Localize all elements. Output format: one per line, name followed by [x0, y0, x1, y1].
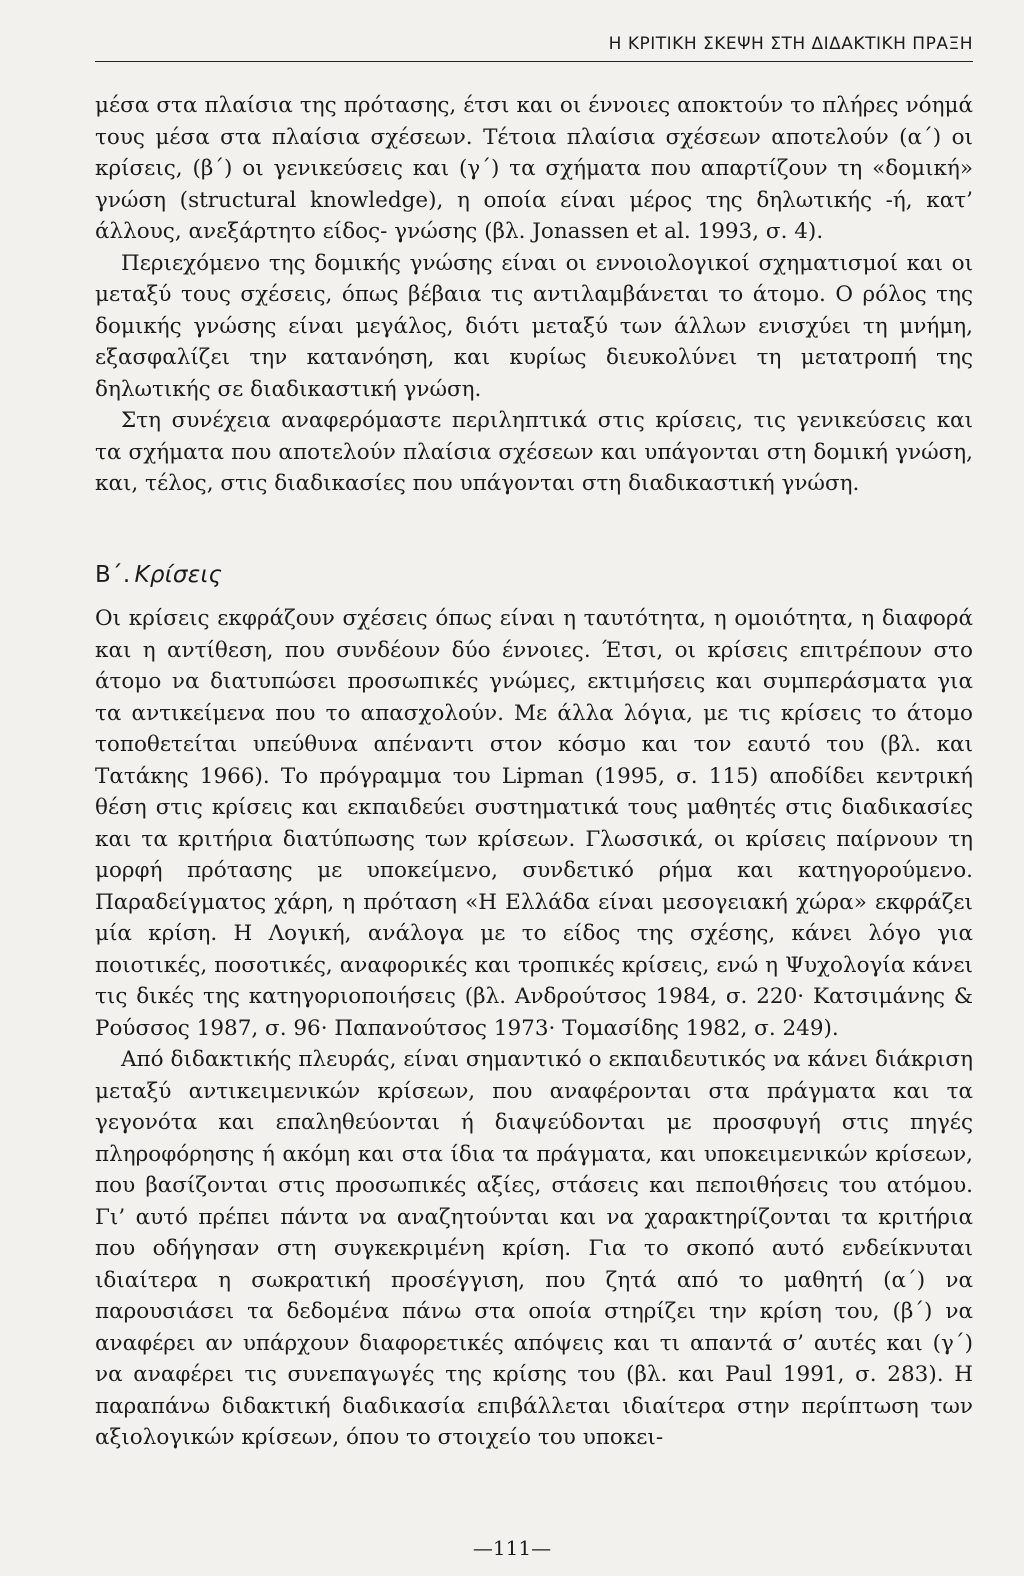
page-body — [95, 90, 973, 1454]
paragraph: Στη συνέχεια αναφερόμαστε περιληπτικά στις κρίσεις, τις γενικεύσεις και τα σχήματα που αποτελούν πλαίσια σχέσεων και υπάγονται στη δομική γνώση, και, τέλος, στις διαδικασίες που υπάγονται στη διαδικαστική γνώση. — [95, 408, 973, 496]
page-number: —111— — [472, 1536, 552, 1560]
paragraph: μέσα στα πλαίσια της πρότασης, έτσι και οι έννοιες αποκτούν το πλήρες νόημά τους μέσα στα πλαίσια σχέσεων. Τέτοια πλαίσια σχέσεων αποτελούν (α΄) οι κρίσεις, (β΄) οι γενικεύσεις και (γ΄) τα σχήματα που απαρτίζουν τη «δομική» γνώση (structural knowledge), η οποία είναι μέρος της δηλωτικής -ή, κατ’ άλλους, ανεξάρτητο είδος- γνώσης (βλ. Jonassen et al. 1993, σ. 4). — [95, 93, 973, 244]
section-heading — [95, 560, 973, 592]
section-number: Β΄. — [95, 561, 131, 588]
section-title: Κρίσεις — [134, 561, 223, 588]
running-header: Η ΚΡΙΤΙΚΗ ΣΚΕΨΗ ΣΤΗ ΔΙΔΑΚΤΙΚΗ ΠΡΑΞΗ — [95, 34, 973, 62]
paragraph: Περιεχόμενο της δομικής γνώσης είναι οι εννοιολογικοί σχηματισμοί και οι μεταξύ τους σχέσεις, όπως βέβαια τις αντιλαμβάνεται το άτομο. Ο ρόλος της δομικής γνώσης είναι μεγάλος, διότι μεταξύ των άλλων ενισχύει τη μνήμη, εξασφαλίζει την κατανόηση, και κυρίως διευκολύνει τη μετατροπή της δηλωτικής σε διαδικαστική γνώση. — [95, 250, 973, 402]
paragraph: Από διδακτικής πλευράς, είναι σημαντικό ο εκπαιδευτικός να κάνει διάκριση μεταξύ αντικειμενικών κρίσεων, που αναφέρονται στα πράγματα και τα γεγονότα και επαληθεύονται ή διαψεύδονται με προσφυγή στις πηγές πληροφόρησης ή ακόμη και στα ίδια τα πράγματα, και υποκειμενικών κρίσεων, που βασίζονται στις προσωπικές αξίες, στάσεις και πεποιθήσεις του ατόμου. Γι’ αυτό πρέπει πάντα να αναζητούνται και να χαρακτηρίζονται τα κριτήρια που οδήγησαν στη συγκεκριμένη κρίση. Για το σκοπό αυτό ενδείκνυται ιδιαίτερα η σωκρατική προσέγγιση, που ζητά από το μαθητή (α΄) να παρουσιάσει τα δεδομένα πάνω στα οποία στηρίζει την κρίση του, (β΄) να αναφέρει αν υπάρχουν διαφορετικές απόψεις και τι απαντά σ’ αυτές και (γ΄) να αναφέρει τις συνεπαγωγές της κρίσης του (βλ. και Paul 1991, σ. 283). Η παραπάνω διδακτική διαδικασία επιβάλλεται ιδιαίτερα στην περίπτωση των αξιολογικών κρίσεων, όπου το στοιχείο του υποκει- — [95, 1047, 973, 1450]
paragraph: Οι κρίσεις εκφράζουν σχέσεις όπως είναι η ταυτότητα, η ομοιότητα, η διαφορά και η αντίθεση, που συνδέουν δύο έννοιες. Έτσι, οι κρίσεις επιτρέπουν στο άτομο να διατυπώσει προσωπικές γνώμες, εκτιμήσεις και συμπεράσματα για τα αντικείμενα που το απασχολούν. Με άλλα λόγια, με τις κρίσεις το άτομο τοποθετείται υπεύθυνα απέναντι στον κόσμο και τον εαυτό του (βλ. και Τατάκης 1966). Το πρόγραμμα του Lipman (1995, σ. 115) αποδίδει κεντρική θέση στις κρίσεις και εκπαιδεύει συστηματικά τους μαθητές στις διαδικασίες και τα κριτήρια διατύπωσης των κρίσεων. Γλωσσικά, οι κρίσεις παίρνουν τη μορφή πρότασης με υποκείμενο, συνδετικό ρήμα και κατηγορούμενο. Παραδείγματος χάρη, η πρόταση «Η Ελλάδα είναι μεσογειακή χώρα» εκφράζει μία κρίση. Η Λογική, ανάλογα με το είδος της σχέσης, κάνει λόγο για ποιοτικές, ποσοτικές, αναφορικές και τροπικές κρίσεις, ενώ η Ψυχολογία κάνει τις δικές της κατηγοριοποιήσεις (βλ. Ανδρούτσος 1984, σ. 220· Κατσιμάνης & Ρούσσος 1987, σ. 96· Παπανούτσος 1973· Τομασίδης 1982, σ. 249). — [95, 606, 973, 1041]
